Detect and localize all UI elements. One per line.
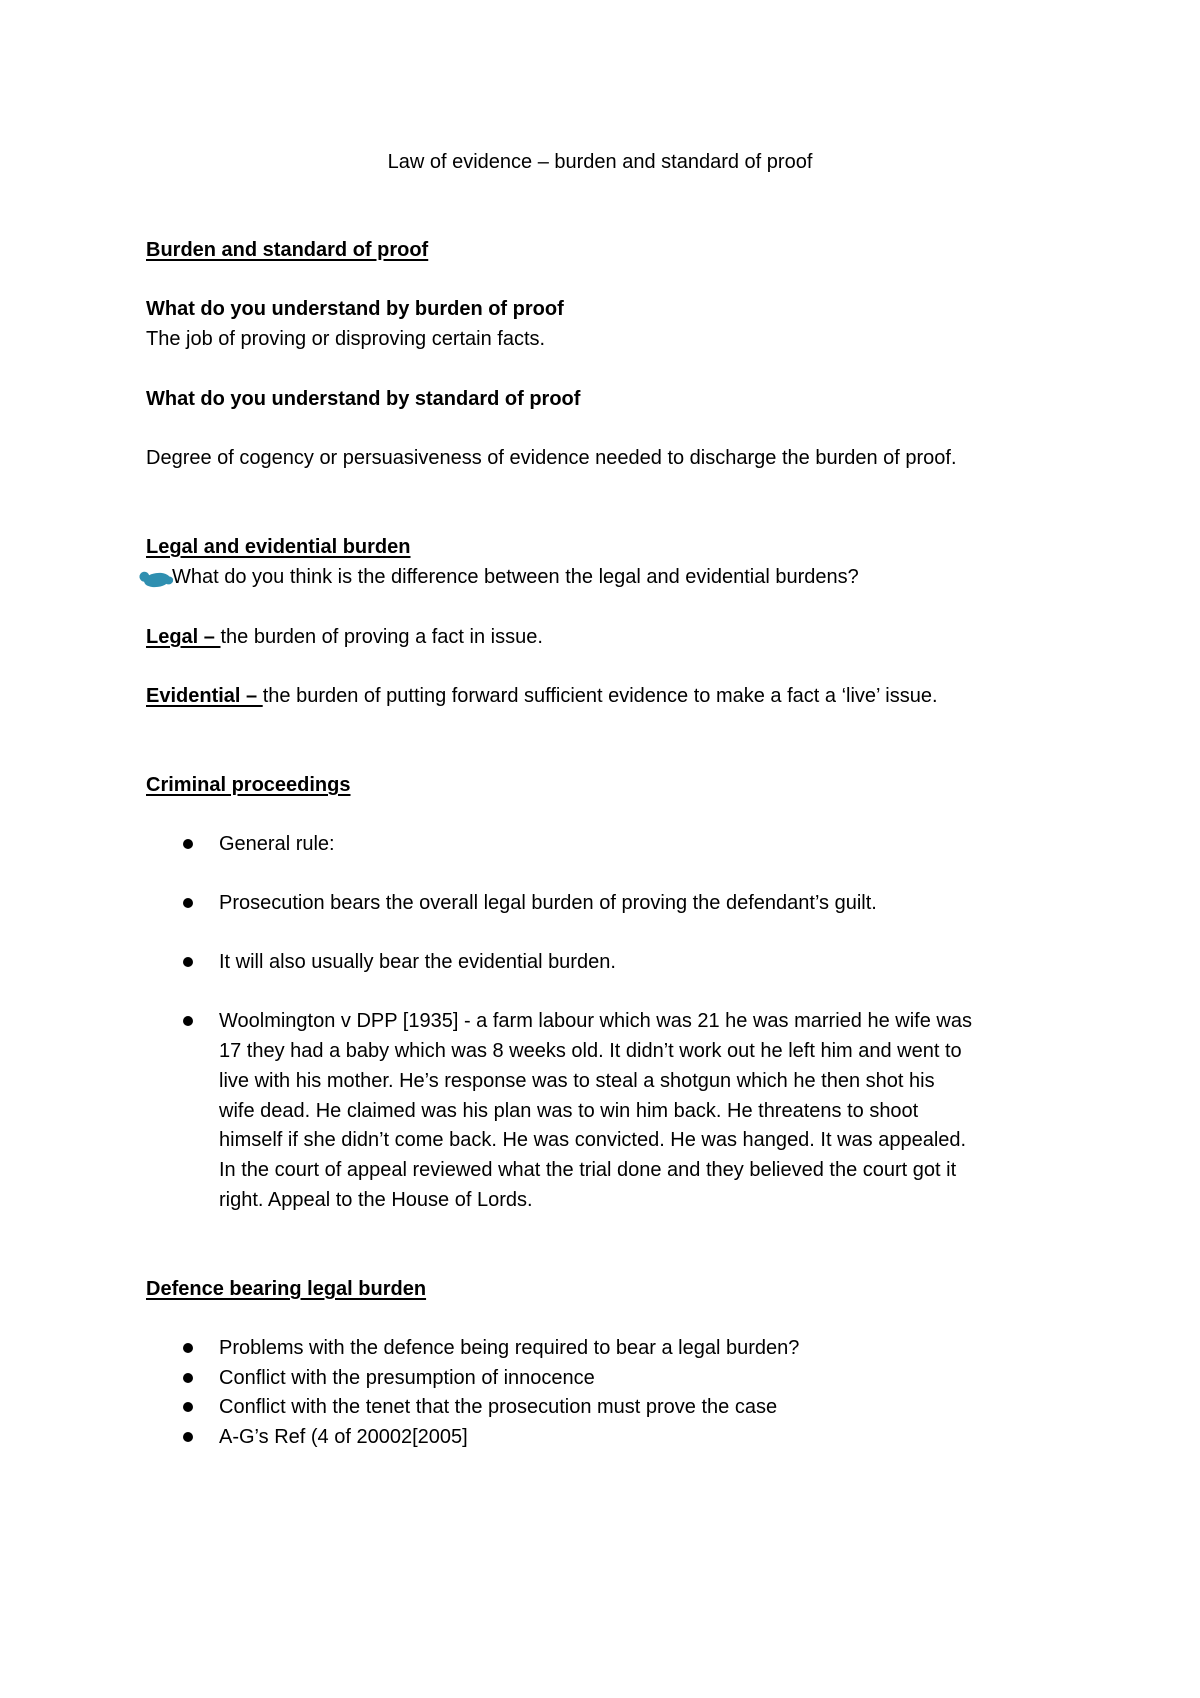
bullet-icon [183,1343,193,1353]
section-heading-defence-legal-burden: Defence bearing legal burden [146,1278,427,1300]
evidential-definition [146,682,938,710]
bullet-icon [183,1016,193,1026]
case-line: himself if she didn’t come back. He was convicted. He was hanged. It was appealed. [219,1129,967,1151]
question-burden-of-proof: What do you understand by burden of proof [146,298,564,320]
case-line: 17 they had a baby which was 8 weeks old. It didn’t work out he left him and went to [219,1040,962,1062]
section-heading-burden-standard: Burden and standard of proof [146,239,429,261]
case-line: right. Appeal to the House of Lords. [219,1189,533,1211]
case-line: Woolmington v DPP [1935] - a farm labour which was 21 he was married he wife was [219,1010,972,1032]
evidential-text: the burden of putting forward sufficient evidence to make a fact a ‘live’ issue. [262,685,938,707]
comment-marker-icon[interactable] [143,571,171,588]
section-heading-legal-evidential: Legal and evidential burden [146,536,411,558]
answer-burden-of-proof: The job of proving or disproving certain facts. [146,328,546,350]
bullet-icon [183,957,193,967]
case-line: wife dead. He claimed was his plan was to win him back. He threatens to shoot [219,1100,919,1122]
legal-text: the burden of proving a fact in issue. [220,626,543,648]
case-line: live with his mother. He’s response was to steal a shotgun which he then shot his [219,1070,935,1092]
list-item: It will also usually bear the evidential burden. [219,951,616,973]
page-title: Law of evidence – burden and standard of proof [387,151,813,173]
bullet-icon [183,1402,193,1412]
list-item: Problems with the defence being required to bear a legal burden? [219,1337,800,1359]
section-heading-criminal-proceedings: Criminal proceedings [146,774,351,796]
case-line: In the court of appeal reviewed what the trial done and they believed the court got it [219,1159,957,1181]
list-item: Prosecution bears the overall legal burden of proving the defendant’s guilt. [219,892,877,914]
evidential-label: Evidential – [146,685,263,707]
list-item: A-G’s Ref (4 of 20002[2005] [219,1426,468,1448]
list-item: Conflict with the presumption of innocence [219,1367,595,1389]
bullet-icon [183,1373,193,1383]
answer-standard-of-proof: Degree of cogency or persuasiveness of evidence needed to discharge the burden of proof. [146,447,957,469]
legal-label: Legal – [146,626,221,648]
question-difference: What do you think is the difference between the legal and evidential burdens? [172,566,859,588]
list-item: Conflict with the tenet that the prosecution must prove the case [219,1396,778,1418]
bullet-icon [183,839,193,849]
bullet-icon [183,1432,193,1442]
bullet-icon [183,898,193,908]
question-standard-of-proof: What do you understand by standard of proof [146,388,581,410]
legal-definition [146,623,543,651]
list-item: General rule: [219,833,335,855]
